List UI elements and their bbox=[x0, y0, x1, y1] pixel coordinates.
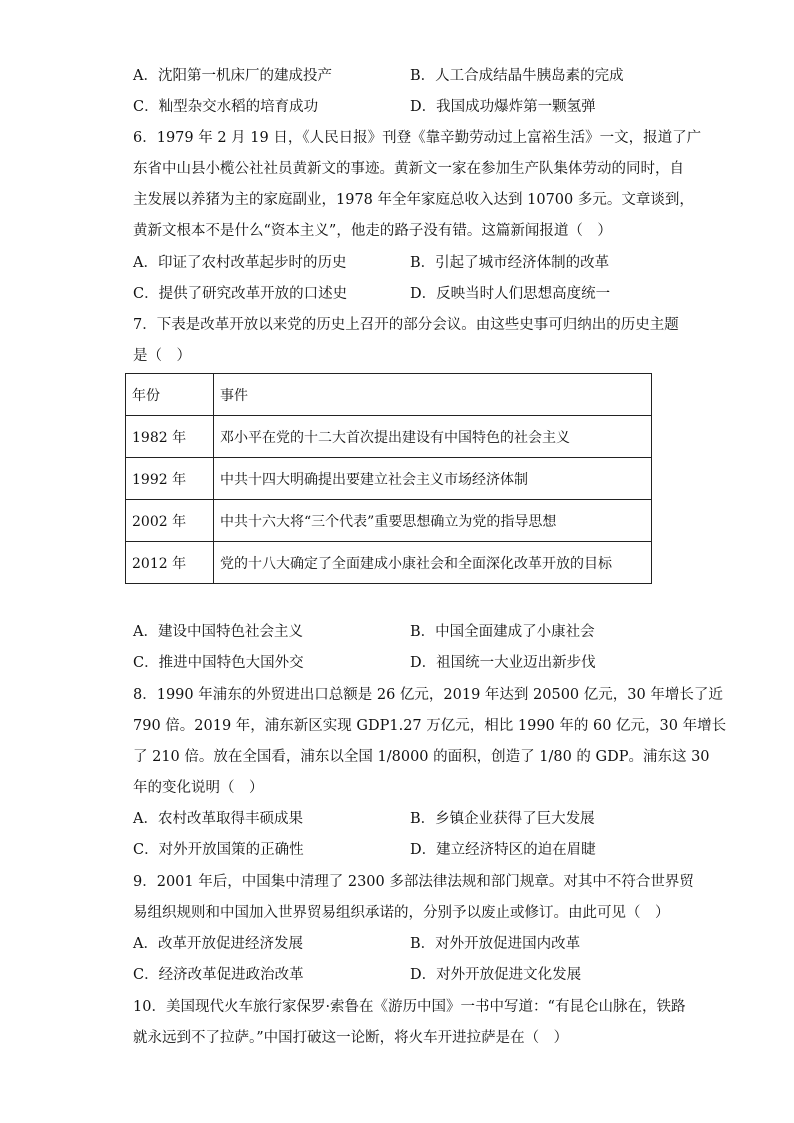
q7-option-a: A．建设中国特色社会主义 bbox=[133, 624, 303, 640]
q6-option-b: B．引起了城市经济体制的改革 bbox=[410, 255, 610, 271]
q8-option-c: C．对外开放国策的正确性 bbox=[133, 842, 304, 858]
table-header-row bbox=[126, 374, 652, 416]
q6-option-c: C．提供了研究改革开放的口述史 bbox=[133, 286, 348, 302]
q5-option-c: C．籼型杂交水稻的培育成功 bbox=[133, 99, 319, 115]
q8-line: 8．1990 年浦东的外贸进出口总额是 26 亿元，2019 年达到 20500 亿元，30 年增长了近 bbox=[133, 687, 723, 703]
q6-option-d: D．反映当时人们思想高度统一 bbox=[410, 286, 611, 302]
q7-option-d: D．祖国统一大业迈出新步伐 bbox=[410, 655, 596, 671]
q8-option-d: D．建立经济特区的迫在眉睫 bbox=[410, 842, 596, 858]
q6-option-a: A．印证了农村改革起步时的历史 bbox=[133, 255, 347, 271]
q8-line: 了 210 倍。放在全国看，浦东以全国 1/8000 的面积，创造了 1/80 的 GDP。浦东这 30 bbox=[133, 749, 710, 765]
q10-line: 10．美国现代火车旅行家保罗·索鲁在《游历中国》一书中写道：“有昆仑山脉在，铁路 bbox=[133, 999, 686, 1015]
table-cell-event: 中共十四大明确提出要建立社会主义市场经济体制 bbox=[214, 458, 652, 500]
table-cell-event: 党的十八大确定了全面建成小康社会和全面深化改革开放的目标 bbox=[214, 542, 652, 584]
table-cell-event: 邓小平在党的十二大首次提出建设有中国特色的社会主义 bbox=[214, 416, 652, 458]
question-6-stem bbox=[133, 123, 702, 247]
q8-line: 790 倍。2019 年，浦东新区实现 GDP1.27 万亿元，相比 1990 年的 60 亿元，30 年增长 bbox=[133, 718, 727, 734]
q7-option-b: B．中国全面建成了小康社会 bbox=[410, 624, 595, 640]
q6-line: 黄新文根本不是什么“资本主义”，他走的路子没有错。这篇新闻报道（ ） bbox=[133, 223, 612, 239]
q9-option-c: C．经济改革促进政治改革 bbox=[133, 967, 304, 983]
q9-line: 9．2001 年后，中国集中清理了 2300 多部法律法规和部门规章。对其中不符合世界贸 bbox=[133, 874, 694, 890]
q8-option-b: B．乡镇企业获得了巨大发展 bbox=[410, 811, 595, 827]
table-header-event: 事件 bbox=[214, 374, 652, 416]
question-7-stem bbox=[133, 310, 679, 372]
q5-option-d: D．我国成功爆炸第一颗氢弹 bbox=[410, 99, 596, 115]
q9-option-d: D．对外开放促进文化发展 bbox=[410, 967, 582, 983]
q9-line: 易组织规则和中国加入世界贸易组织承诺的，分别予以废止或修订。由此可见（ ） bbox=[133, 905, 670, 921]
table-row bbox=[126, 542, 652, 584]
question-8-stem bbox=[133, 680, 727, 804]
q6-line: 东省中山县小榄公社社员黄新文的事迹。黄新文一家在参加生产队集体劳动的同时，自 bbox=[133, 161, 684, 177]
q7-option-c: C．推进中国特色大国外交 bbox=[133, 655, 304, 671]
q7-line: 7．下表是改革开放以来党的历史上召开的部分会议。由这些史事可归纳出的历史主题 bbox=[133, 317, 679, 333]
table-header-year: 年份 bbox=[126, 374, 214, 416]
q10-line: 就永远到不了拉萨。”中国打破这一论断，将火车开进拉萨是在（ ） bbox=[133, 1030, 569, 1046]
table-cell-year: 1982 年 bbox=[126, 416, 214, 458]
question-9-stem bbox=[133, 867, 694, 929]
table-cell-year: 1992 年 bbox=[126, 458, 214, 500]
table-row bbox=[126, 500, 652, 542]
q8-option-a: A．农村改革取得丰硕成果 bbox=[133, 811, 303, 827]
q9-option-a: A．改革开放促进经济发展 bbox=[133, 936, 303, 952]
q7-line: 是（ ） bbox=[133, 348, 191, 364]
q8-line: 年的变化说明（ ） bbox=[133, 780, 264, 796]
table-row bbox=[126, 416, 652, 458]
meetings-table bbox=[125, 373, 652, 584]
q5-option-a: A．沈阳第一机床厂的建成投产 bbox=[133, 68, 332, 84]
q9-option-b: B．对外开放促进国内改革 bbox=[410, 936, 581, 952]
question-10-stem bbox=[133, 992, 686, 1054]
table-cell-year: 2002 年 bbox=[126, 500, 214, 542]
q6-line: 6．1979 年 2 月 19 日，《人民日报》刊登《靠辛勤劳动过上富裕生活》一文，报道了广 bbox=[133, 130, 702, 146]
table-row bbox=[126, 458, 652, 500]
table-cell-year: 2012 年 bbox=[126, 542, 214, 584]
table-cell-event: 中共十六大将“三个代表”重要思想确立为党的指导思想 bbox=[214, 500, 652, 542]
q5-option-b: B．人工合成结晶牛胰岛素的完成 bbox=[410, 68, 624, 84]
q6-line: 主发展以养猪为主的家庭副业，1978 年全年家庭总收入达到 10700 多元。文章谈到， bbox=[133, 192, 694, 208]
